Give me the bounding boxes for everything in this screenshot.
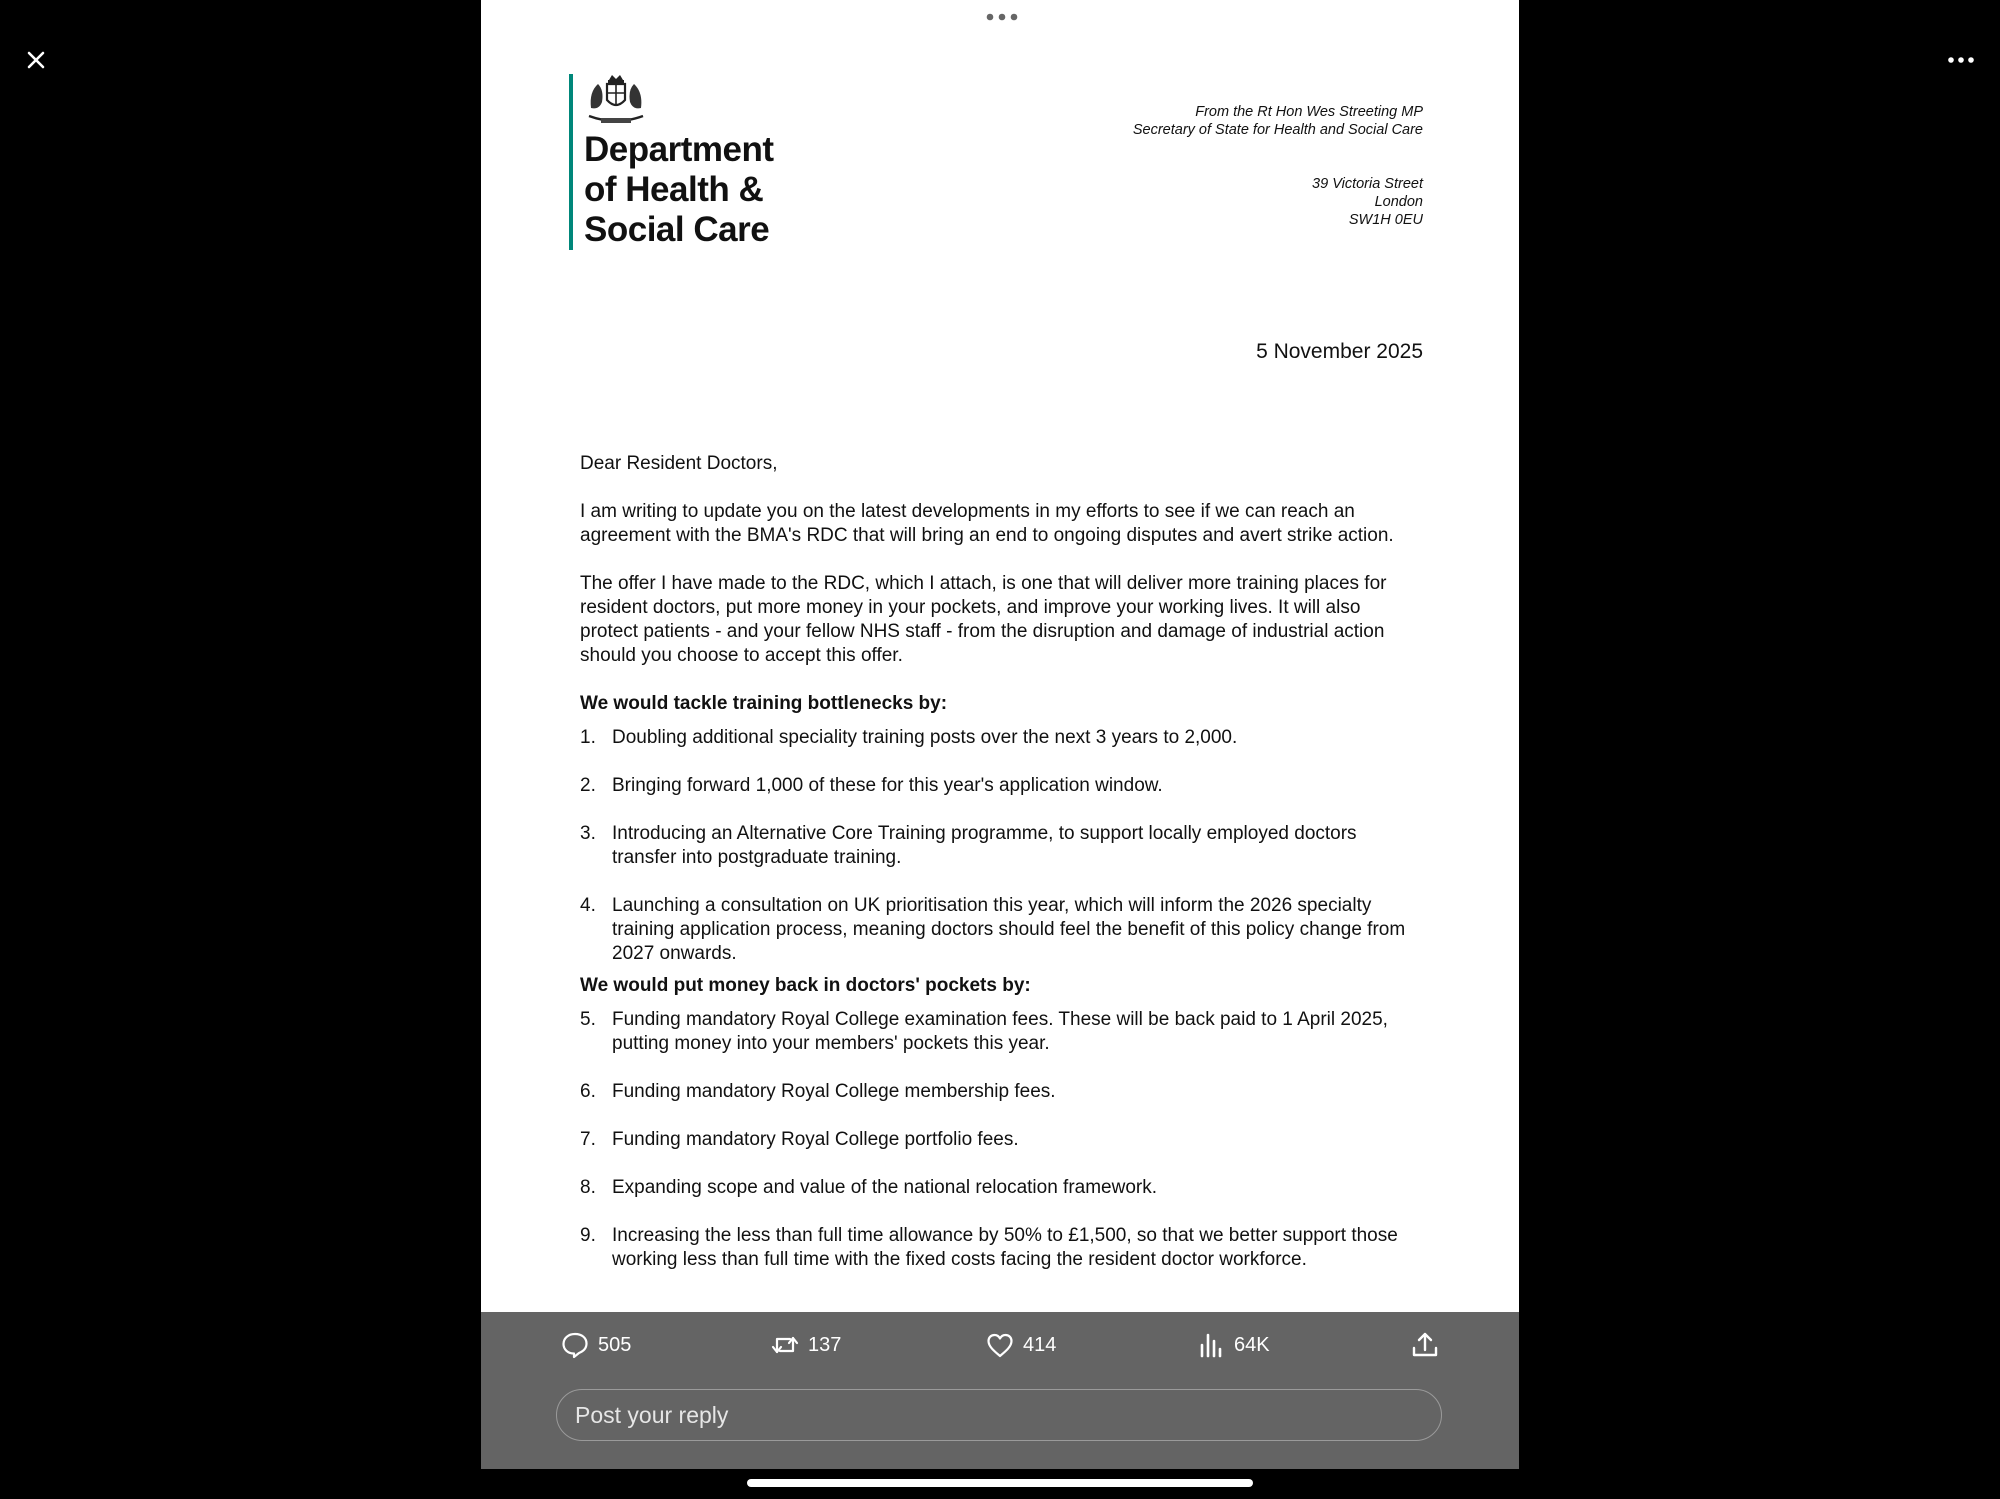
item-text: Expanding scope and value of the national relocation framework.	[612, 1177, 1158, 1198]
item-number: 9.	[580, 1225, 596, 1246]
sender-title: Secretary of State for Health and Social Care	[1132, 122, 1423, 138]
address-street: 39 Victoria Street	[1312, 176, 1423, 192]
sender-name: From the Rt Hon Wes Streeting MP	[1195, 104, 1423, 120]
points-list	[580, 1008, 1420, 1272]
repost-icon	[770, 1330, 800, 1360]
item-text: Launching a consultation on UK prioritisation this year, which will inform the 2026 specialty training application process, meaning doctors should feel the benefit of this policy change from 2027 onwards.	[612, 895, 1406, 964]
reply-count: 505	[598, 1333, 632, 1356]
reply-icon	[560, 1330, 590, 1360]
share-button[interactable]	[1410, 1330, 1440, 1360]
address-postcode: SW1H 0EU	[1348, 212, 1423, 228]
analytics-icon	[1196, 1330, 1226, 1360]
item-text: Funding mandatory Royal College portfolio fees.	[612, 1129, 1019, 1150]
list-item	[580, 894, 1420, 966]
address-city: London	[1374, 194, 1423, 210]
item-text: Increasing the less than full time allowance by 50% to £1,500, so that we better support those working less than full time with the fixed costs facing the resident doctor workforce.	[612, 1225, 1398, 1270]
heart-icon	[985, 1330, 1015, 1360]
share-icon	[1410, 1330, 1440, 1360]
item-text: Funding mandatory Royal College membership fees.	[612, 1081, 1056, 1102]
item-number: 4.	[580, 895, 596, 916]
department-line: Social Care	[584, 210, 770, 249]
more-options-icon	[1942, 44, 1980, 76]
paragraph: I am writing to update you on the latest developments in my efforts to see if we can reach an agreement with the BMA's RDC that will bring an end to ongoing disputes and avert strike action.	[580, 501, 1394, 546]
sender-block	[1133, 103, 1423, 139]
list-item	[580, 822, 1420, 870]
list-item	[580, 726, 1420, 750]
department-logo-text	[584, 130, 773, 250]
department-line: Department	[584, 130, 774, 169]
letter-body	[580, 452, 1420, 1296]
views-button[interactable]	[1196, 1330, 1270, 1360]
section-heading: We would put money back in doctors' pockets by:	[580, 975, 1031, 996]
item-number: 7.	[580, 1129, 596, 1150]
item-number: 1.	[580, 727, 596, 748]
list-item	[580, 1008, 1420, 1056]
item-text: Doubling additional speciality training posts over the next 3 years to 2,000.	[612, 727, 1238, 748]
list-item	[580, 1224, 1420, 1272]
drag-handle-icon[interactable]	[985, 12, 1019, 22]
home-indicator[interactable]	[747, 1479, 1253, 1487]
list-item	[580, 1128, 1420, 1152]
salutation: Dear Resident Doctors,	[580, 453, 778, 474]
points-list	[580, 726, 1420, 966]
list-item	[580, 774, 1420, 798]
section-heading: We would tackle training bottlenecks by:	[580, 693, 948, 714]
repost-count: 137	[808, 1333, 842, 1356]
item-number: 8.	[580, 1177, 596, 1198]
item-number: 2.	[580, 775, 596, 796]
item-number: 5.	[580, 1009, 596, 1030]
royal-coat-of-arms-icon	[585, 72, 647, 130]
close-icon	[20, 44, 52, 76]
like-count: 414	[1023, 1333, 1057, 1356]
repost-button[interactable]	[770, 1330, 841, 1360]
item-text: Funding mandatory Royal College examination fees. These will be back paid to 1 April 2025, putting money into your members' pockets this year.	[612, 1009, 1388, 1054]
dhsc-logo-bar	[569, 74, 573, 250]
department-line: of Health &	[584, 170, 764, 209]
reply-input[interactable]	[556, 1389, 1442, 1441]
item-text: Bringing forward 1,000 of these for this year's application window.	[612, 775, 1163, 796]
close-button[interactable]	[20, 44, 52, 76]
letter-date: 5 November 2025	[1256, 340, 1423, 363]
address-block	[1312, 175, 1423, 229]
paragraph: The offer I have made to the RDC, which I attach, is one that will deliver more training places for resident doctors, put more money in your pockets, and improve your working lives. It will also protect patients - and your fellow NHS staff - from the disruption and damage of industrial action should you choose to accept this offer.	[580, 573, 1387, 666]
item-text: Introducing an Alternative Core Training programme, to support locally employed doctors transfer into postgraduate training.	[612, 823, 1357, 868]
list-item	[580, 1080, 1420, 1104]
like-button[interactable]	[985, 1330, 1056, 1360]
item-number: 6.	[580, 1081, 596, 1102]
letter-image-viewer[interactable]	[481, 0, 1519, 1469]
reply-button[interactable]	[560, 1330, 631, 1360]
item-number: 3.	[580, 823, 596, 844]
views-count: 64K	[1234, 1333, 1270, 1356]
list-item	[580, 1176, 1420, 1200]
more-options-button[interactable]	[1942, 44, 1980, 76]
